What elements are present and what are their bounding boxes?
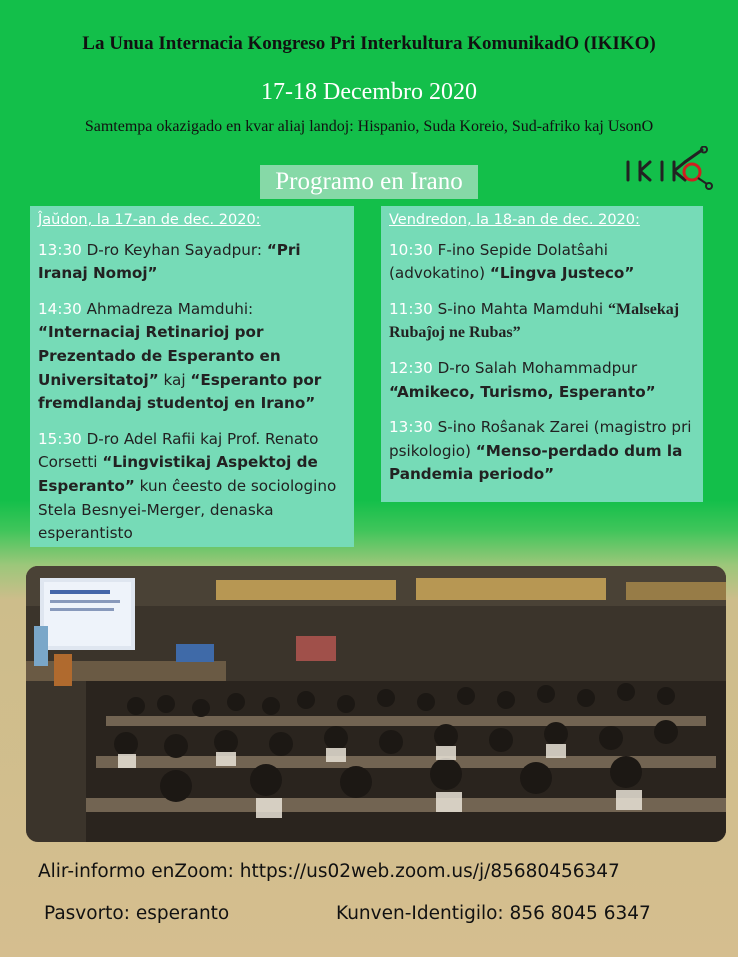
event-speaker: D-ro Keyhan Sayadpur:: [81, 240, 267, 259]
ikiko-logo: [622, 146, 722, 190]
day2-event-1: [389, 239, 697, 286]
event-title: “Lingva Justeco”: [489, 264, 635, 283]
event-title: “Menso-perdado dum la Pandemia periodo”: [389, 441, 683, 484]
event-speaker: F-ino Sepide Dolatŝahi (advokatino): [389, 240, 608, 283]
event-speaker: S-ino Roŝanak Zarei (magistro pri psikologio): [389, 418, 692, 460]
zoom-meeting-id: Kunven-Identigilo: 856 8045 6347: [336, 903, 651, 924]
event-title-2: “Esperanto por fremdlandaj studentoj en Irano”: [38, 370, 322, 413]
event-title: “Lingvistikaj Aspektoj de Esperanto”: [38, 453, 318, 495]
event-time: 10:30: [389, 240, 433, 259]
event-extra: kun ĉeesto de sociologino Stela Besnyei-Merger, denaska esperantisto: [38, 476, 337, 543]
event-time: 13:30: [389, 418, 433, 437]
conference-hall-photo: [26, 566, 726, 842]
event-speaker: D-ro Salah Mohammadpur: [432, 358, 638, 377]
event-title: “Pri Iranaj Nomoj”: [38, 240, 301, 283]
event-dates: 17-18 Decembro 2020: [261, 79, 477, 105]
event-title: “Malsekaj Rubaĵoj ne Rubas”: [389, 300, 680, 342]
event-time: 14:30: [38, 299, 82, 318]
day1-event-2: [38, 298, 348, 416]
day1-event-1: [38, 239, 348, 286]
zoom-link[interactable]: Alir-informo enZoom: https://us02web.zoom.us/j/85680456347: [38, 861, 620, 882]
event-time: 13:30: [38, 240, 82, 259]
day2-event-3: [389, 357, 697, 404]
day1-event-3: [38, 428, 348, 546]
event-connector: kaj: [158, 370, 191, 389]
event-subtitle: Samtempa okazigado en kvar aliaj landoj: Hispanio, Suda Koreio, Sud-afriko kaj UsonO: [84, 118, 654, 135]
event-title: “Amikeco, Turismo, Esperanto”: [389, 382, 656, 401]
day1-label: Ĵaŭdon, la 17-an de dec. 2020:: [38, 212, 261, 228]
congress-title: La Unua Internacia Kongreso Pri Interkultura KomunikadO (IKIKO): [82, 33, 656, 54]
event-time: 12:30: [389, 358, 433, 377]
event-title: “Internaciaj Retinarioj por Prezentado de Esperanto en Universitatoj”: [38, 323, 281, 389]
conference-hall-illustration: [26, 566, 726, 842]
program-title: Programo en Irano: [260, 165, 478, 199]
day2-event-2: [389, 298, 697, 345]
zoom-password: Pasvorto: esperanto: [44, 903, 230, 924]
day2-event-4: [389, 416, 697, 487]
event-speaker: S-ino Mahta Mamduhi: [432, 299, 608, 318]
event-speaker: D-ro Adel Rafii kaj Prof. Renato Corsetti: [38, 429, 319, 472]
event-speaker: Ahmadreza Mamduhi:: [81, 299, 254, 318]
day1-schedule: [30, 206, 354, 547]
event-time: 11:30: [389, 299, 433, 318]
day2-label: Vendredon, la 18-an de dec. 2020:: [389, 212, 640, 228]
day2-schedule: [381, 206, 703, 502]
event-time: 15:30: [38, 429, 82, 448]
